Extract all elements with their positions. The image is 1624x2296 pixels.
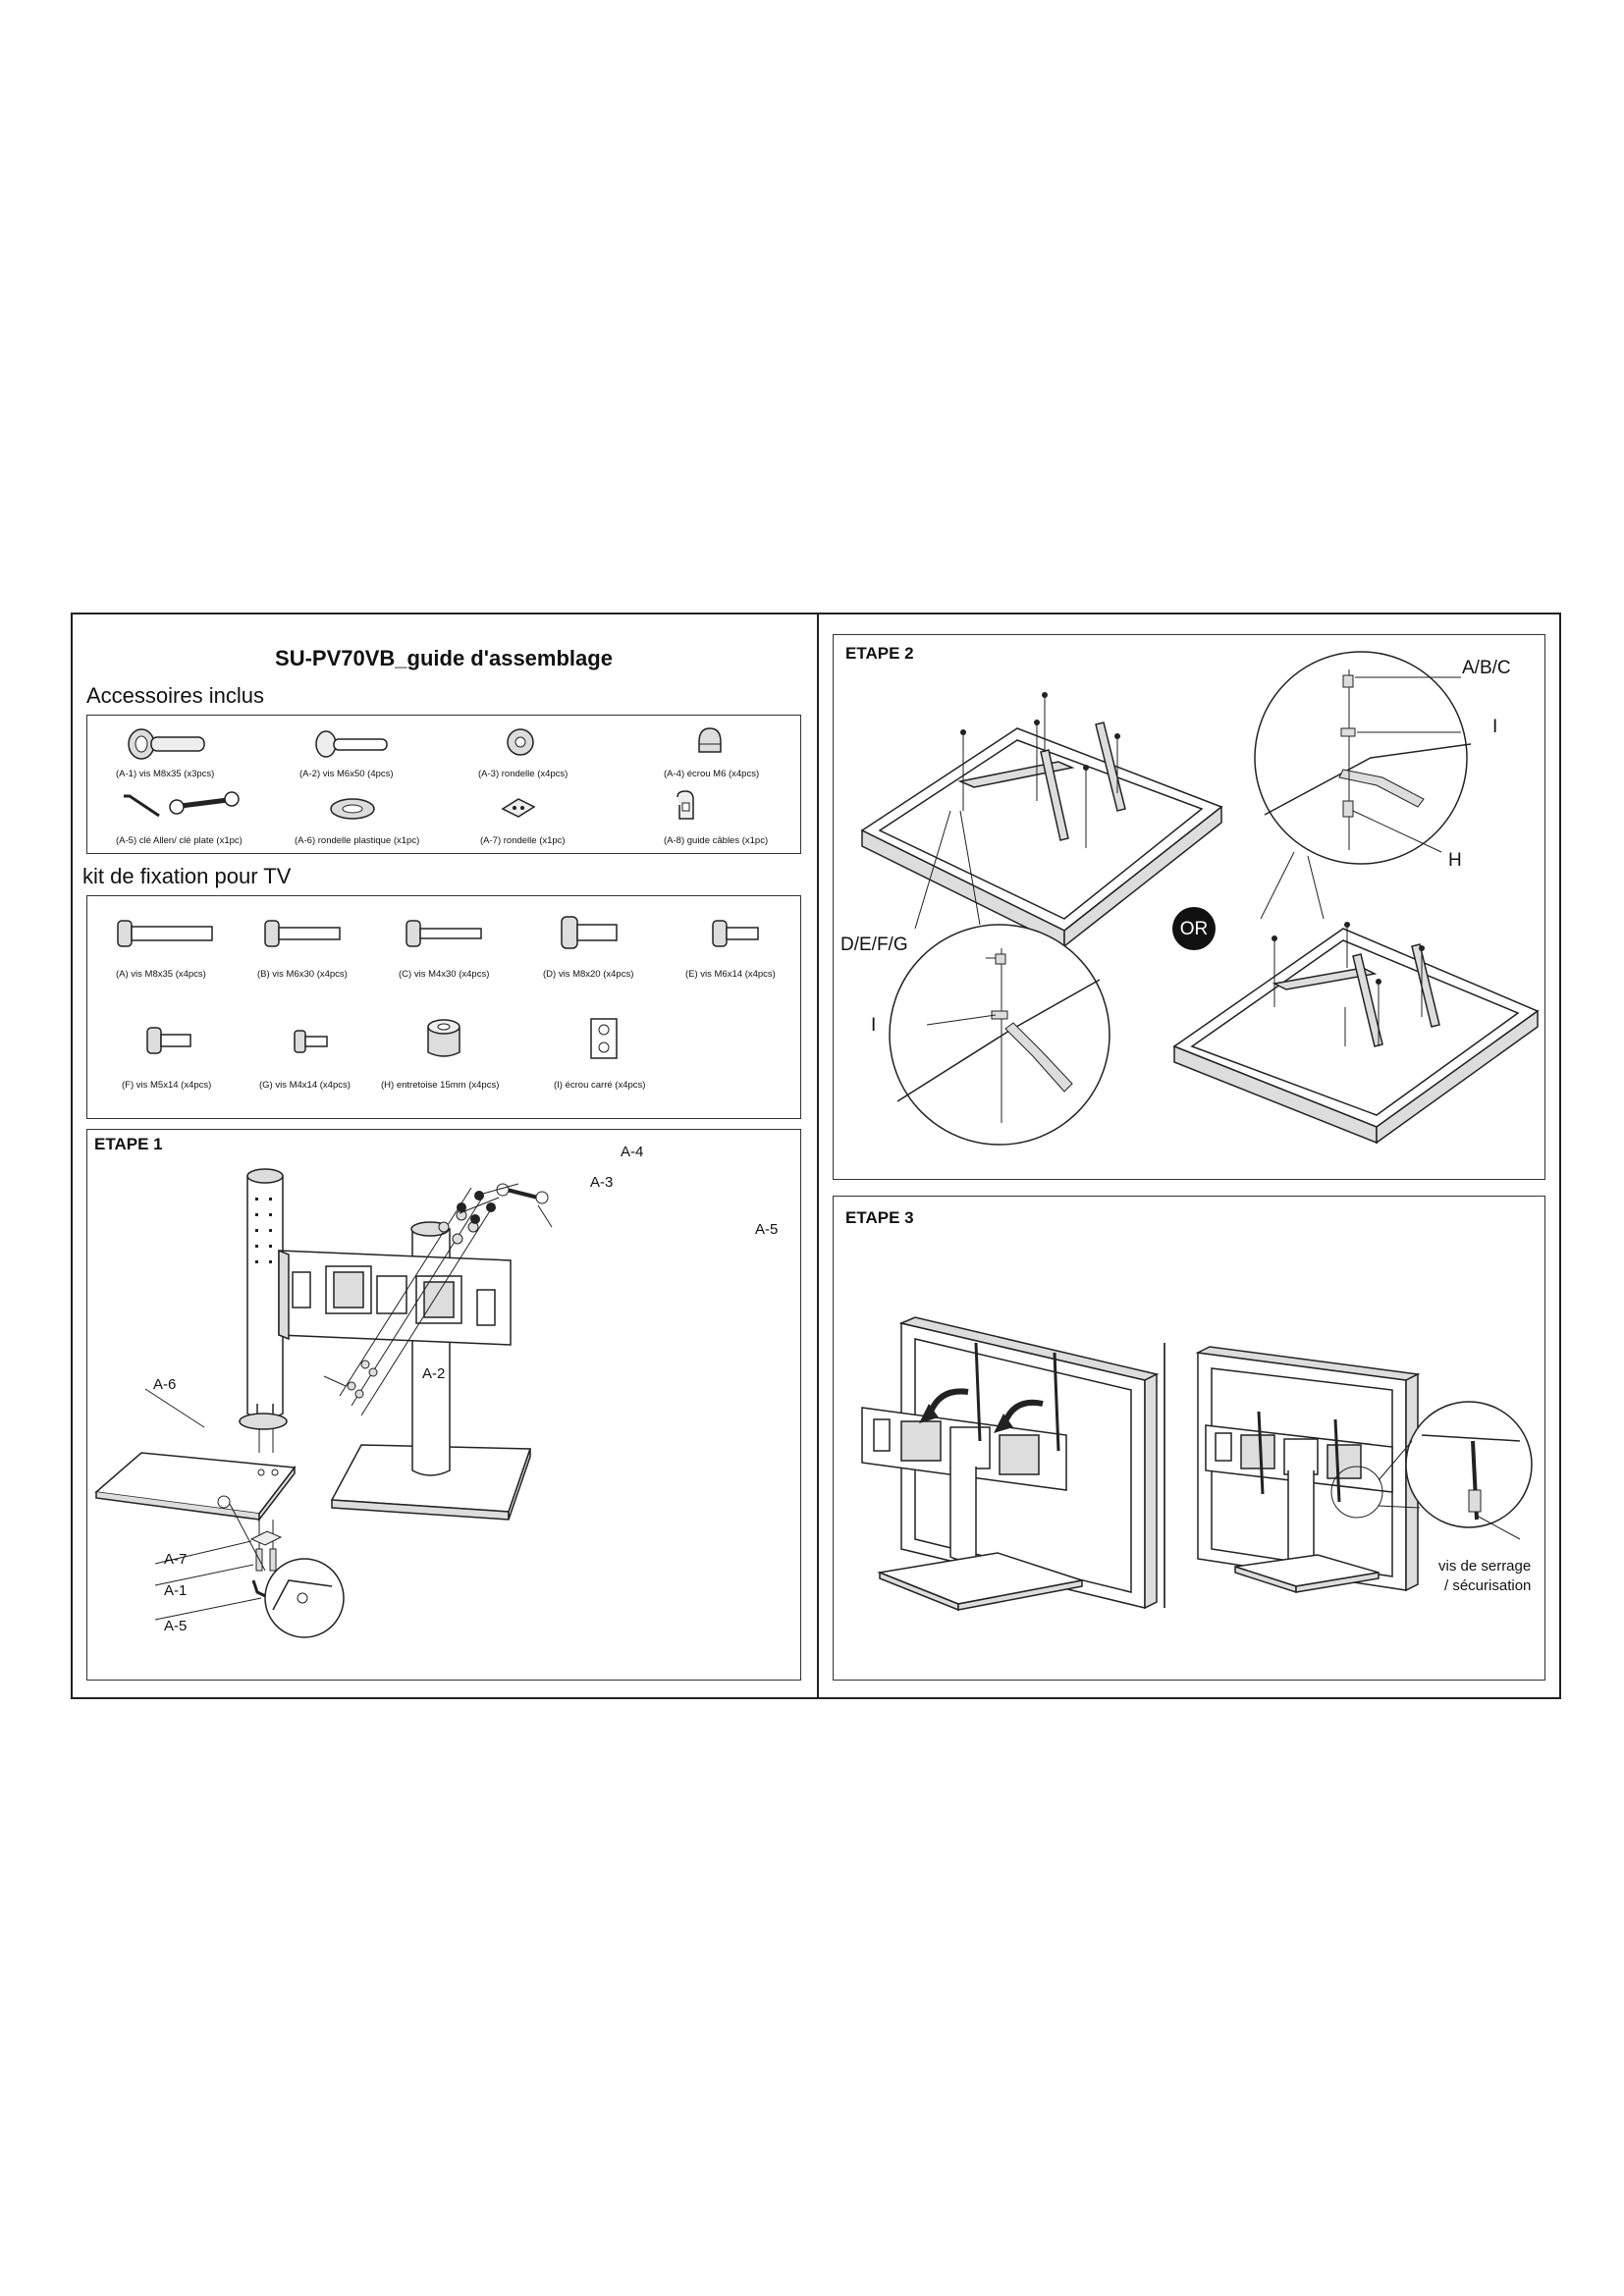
step1-illustration xyxy=(86,1129,801,1681)
spacer-icon xyxy=(424,1017,463,1060)
accessory-caption: (A-4) écrou M6 (x4pcs) xyxy=(664,769,760,779)
callout-a3: A-3 xyxy=(590,1174,614,1191)
callout-a6: A-6 xyxy=(153,1376,177,1393)
callout-i-top: I xyxy=(1492,717,1498,737)
kit-caption: (H) entretoise 15mm (x4pcs) xyxy=(381,1080,500,1091)
accessory-caption: (A-7) rondelle (x1pc) xyxy=(480,835,566,846)
screw-c-icon xyxy=(405,917,487,950)
screw-b-icon xyxy=(263,917,346,950)
step1-label: ETAPE 1 xyxy=(94,1135,163,1153)
kit-caption: (I) écrou carré (x4pcs) xyxy=(554,1080,646,1091)
kit-caption: (D) vis M8x20 (x4pcs) xyxy=(543,969,634,980)
screw-g-icon xyxy=(293,1029,332,1054)
kit-caption: (G) vis M4x14 (x4pcs) xyxy=(259,1080,351,1091)
kit-caption: (A) vis M8x35 (x4pcs) xyxy=(116,969,206,980)
callout-h: H xyxy=(1448,850,1462,871)
callout-a5-top: A-5 xyxy=(755,1221,779,1238)
step3-label: ETAPE 3 xyxy=(845,1208,914,1227)
cap-nut-icon xyxy=(695,724,725,758)
accessory-caption: (A-8) guide câbles (x1pc) xyxy=(664,835,769,846)
accessory-caption: (A-1) vis M8x35 (x3pcs) xyxy=(116,769,215,779)
screw-e-icon xyxy=(711,917,764,950)
step2-illustration xyxy=(833,634,1545,1180)
callout-a4: A-4 xyxy=(621,1144,644,1160)
or-badge: OR xyxy=(1179,919,1209,939)
callout-a1: A-1 xyxy=(164,1582,188,1599)
kit-caption: (C) vis M4x30 (x4pcs) xyxy=(399,969,490,980)
washer-icon xyxy=(506,727,535,757)
accessories-heading: Accessoires inclus xyxy=(86,683,264,708)
callout-a5: A-5 xyxy=(164,1618,188,1634)
accessory-caption: (A-2) vis M6x50 (4pcs) xyxy=(299,769,394,779)
screw-f-icon xyxy=(145,1025,196,1056)
callout-defg: D/E/F/G xyxy=(840,934,908,955)
step3-illustration xyxy=(833,1196,1545,1681)
plastic-washer-icon xyxy=(328,796,377,822)
stand-assembled xyxy=(279,1222,530,1520)
screw-a-icon xyxy=(116,917,218,950)
callout-a7: A-7 xyxy=(164,1551,188,1568)
square-nut-icon xyxy=(589,1017,619,1060)
stand-column xyxy=(247,1169,283,1418)
callout-a2: A-2 xyxy=(422,1365,446,1382)
accessory-caption: (A-3) rondelle (x4pcs) xyxy=(478,769,568,779)
bolt-icon xyxy=(312,728,401,762)
accessory-caption: (A-5) clé Allen/ clé plate (x1pc) xyxy=(116,835,243,846)
kit-caption: (F) vis M5x14 (x4pcs) xyxy=(122,1080,212,1091)
cable-guide-icon xyxy=(674,789,697,825)
accessory-caption: (A-6) rondelle plastique (x1pc) xyxy=(295,835,420,846)
screw-d-icon xyxy=(560,915,623,952)
callout-i-bottom: I xyxy=(871,1015,877,1036)
securing-screw-note-line1: vis de serrage xyxy=(1438,1558,1532,1575)
callout-abc: A/B/C xyxy=(1462,658,1511,678)
securing-screw-note-line2: / sécurisation xyxy=(1444,1577,1532,1594)
kit-heading: kit de fixation pour TV xyxy=(82,864,292,888)
allen-key-wrench-icon xyxy=(120,790,247,824)
plate-washer-icon xyxy=(501,797,536,819)
kit-caption: (B) vis M6x30 (x4pcs) xyxy=(257,969,348,980)
document-title: SU-PV70VB_guide d'assemblage xyxy=(275,646,613,670)
kit-caption: (E) vis M6x14 (x4pcs) xyxy=(685,969,776,980)
center-divider xyxy=(817,613,819,1699)
step2-label: ETAPE 2 xyxy=(845,644,914,663)
long-bolt-icon xyxy=(126,724,214,764)
